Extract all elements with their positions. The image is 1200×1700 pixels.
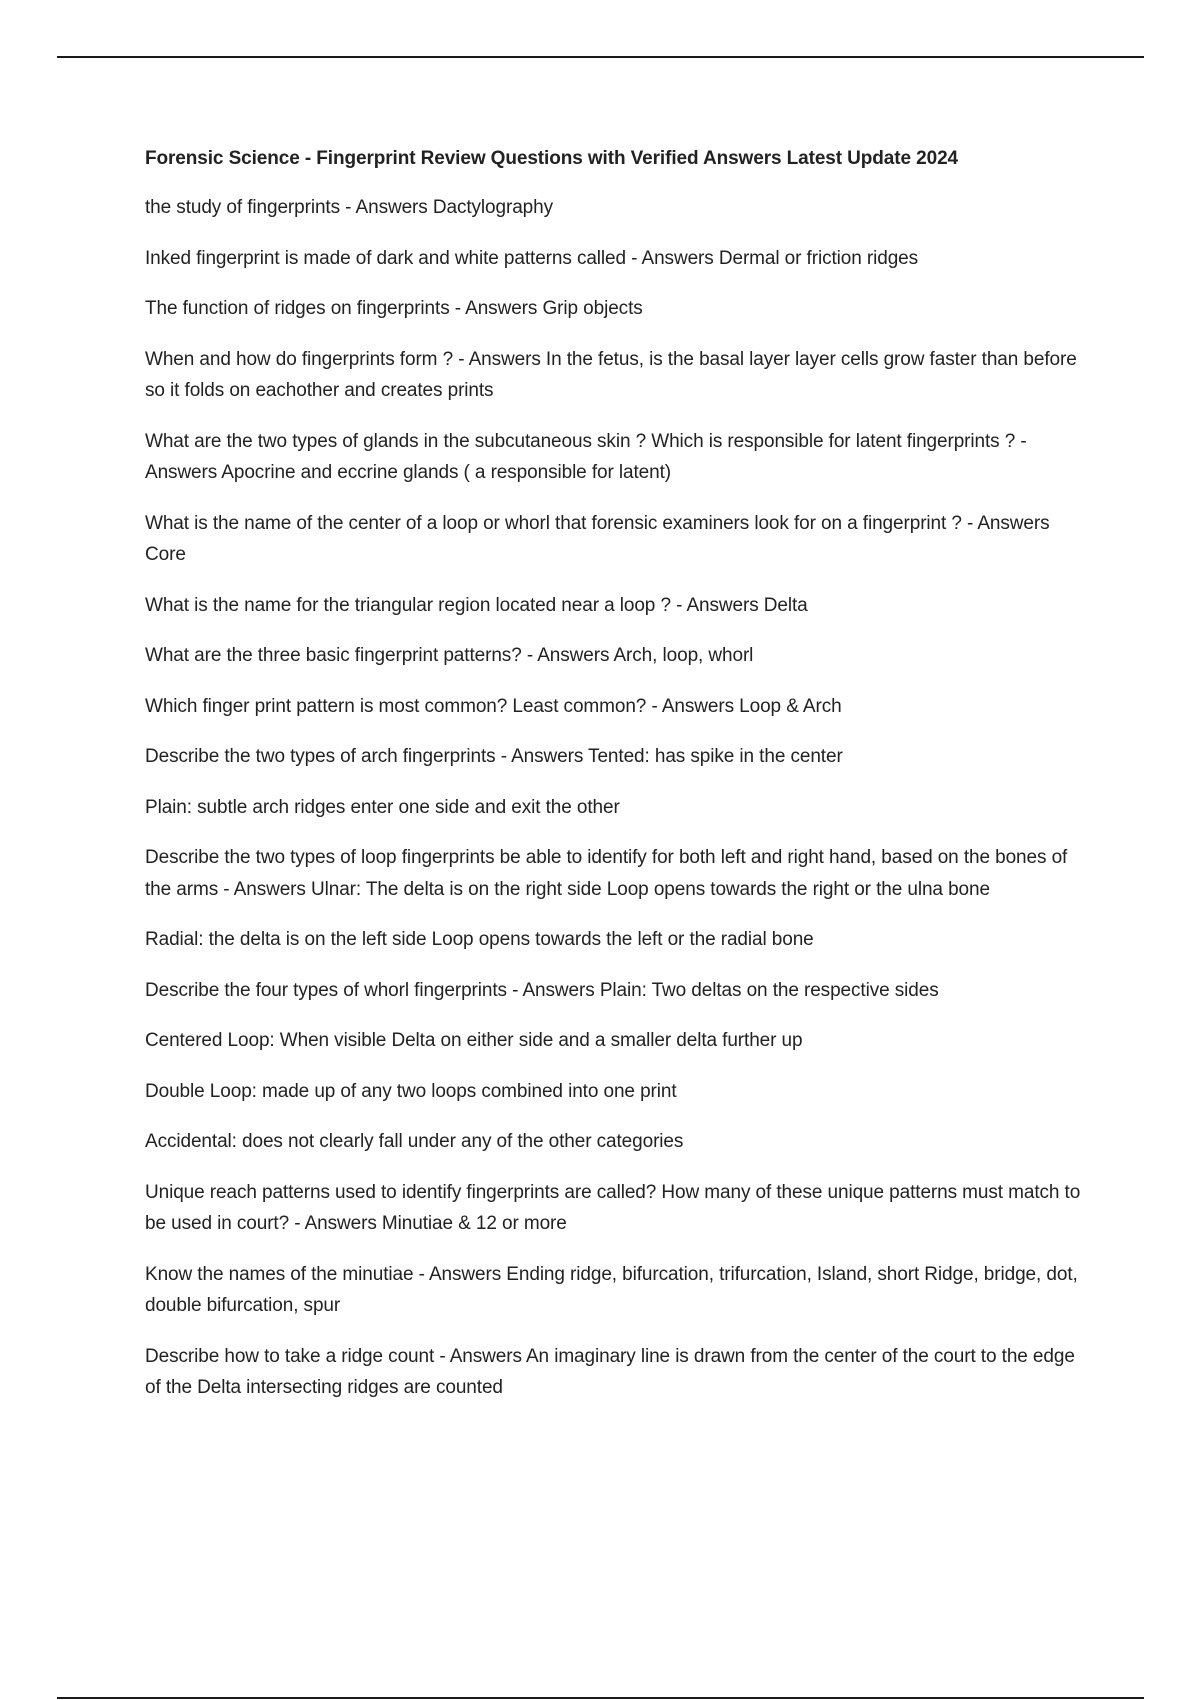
qa-paragraph: Inked fingerprint is made of dark and white patterns called - Answers Dermal or friction ridges <box>145 247 919 269</box>
qa-paragraph: Describe how to take a ridge count - Answers An imaginary line is drawn from the center of the court to the edge of the Delta intersecting ridges are counted <box>145 1345 1075 1398</box>
document-body <box>145 143 1095 1423</box>
document-title: Forensic Science - Fingerprint Review Questions with Verified Answers Latest Update 2024 <box>145 148 959 169</box>
header-rule <box>57 56 1144 58</box>
qa-paragraph: Know the names of the minutiae - Answers Ending ridge, bifurcation, trifurcation, Island, short Ridge, bridge, dot, double bifurcation, spur <box>145 1263 1078 1316</box>
qa-paragraph: Describe the two types of arch fingerprints - Answers Tented: has spike in the center <box>145 746 843 767</box>
qa-paragraph: What are the two types of glands in the subcutaneous skin ? Which is responsible for latent fingerprints ? - Answers Apocrine and eccrine glands ( a responsible for latent) <box>145 430 1027 483</box>
qa-paragraph: When and how do fingerprints form ? - Answers In the fetus, is the basal layer layer cells grow faster than before so it folds on eachother and creates prints <box>145 348 1077 401</box>
qa-paragraph: Radial: the delta is on the left side Loop opens towards the left or the radial bone <box>145 929 814 950</box>
footer-rule <box>57 1697 1144 1699</box>
qa-paragraph: Describe the two types of loop fingerprints be able to identify for both left and right hand, based on the bones of the arms - Answers Ulnar: The delta is on the right side Loop opens towards the right or the ulna bone <box>145 847 1068 900</box>
qa-paragraph: Describe the four types of whorl fingerprints - Answers Plain: Two deltas on the respective sides <box>145 979 939 1001</box>
qa-paragraph: Unique reach patterns used to identify fingerprints are called? How many of these unique patterns must match to be used in court? - Answers Minutiae & 12 or more <box>145 1181 1081 1234</box>
qa-paragraph: Double Loop: made up of any two loops combined into one print <box>145 1080 677 1102</box>
qa-paragraph: What is the name of the center of a loop or whorl that forensic examiners look for on a fingerprint ? - Answers Core <box>145 512 1050 565</box>
qa-paragraph: Accidental: does not clearly fall under any of the other categories <box>145 1131 684 1152</box>
qa-paragraph: Centered Loop: When visible Delta on either side and a smaller delta further up <box>145 1030 803 1051</box>
qa-paragraph: What is the name for the triangular region located near a loop ? - Answers Delta <box>145 594 808 616</box>
qa-paragraph: the study of fingerprints - Answers Dactylography <box>145 197 554 218</box>
qa-paragraph: The function of ridges on fingerprints - Answers Grip objects <box>145 298 643 319</box>
qa-paragraph: What are the three basic fingerprint patterns? - Answers Arch, loop, whorl <box>145 645 754 666</box>
qa-paragraph: Plain: subtle arch ridges enter one side and exit the other <box>145 796 620 818</box>
qa-paragraph: Which finger print pattern is most common? Least common? - Answers Loop & Arch <box>145 695 842 717</box>
